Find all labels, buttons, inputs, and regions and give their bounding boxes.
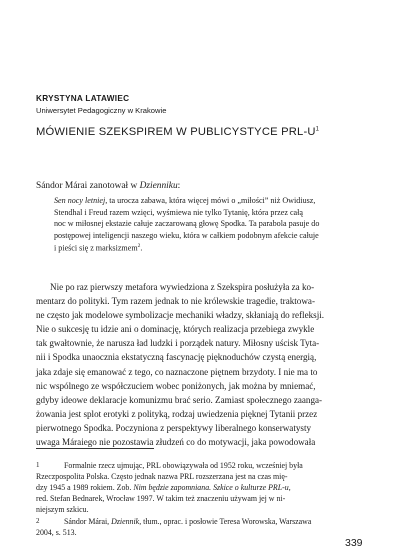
quote-line: noc w miłosnej ekstazie całuje zaczarowaną głowę Spodka. Ta parabola pasuje do (54, 219, 320, 229)
footnote-line (36, 482, 364, 493)
footnote-cited-title: Dziennik (111, 517, 140, 526)
paragraph-line: Nie po raz pierwszy metafora wywiedziona z Szekspira posłużyła za ko- (50, 282, 315, 292)
footnote-separator (36, 448, 154, 449)
footnote-number: 1 (36, 461, 40, 469)
title-footnote-marker: 1 (315, 126, 320, 133)
footnote-text (36, 516, 364, 538)
body-paragraph (36, 280, 364, 449)
footnote-cited-title: Nim będzie zapomniana. Szkice o kulturze PRL-u (133, 483, 289, 493)
quote-line (54, 241, 362, 254)
paragraph-line: mentarz do polityki. Tym razem jednak to nie królewskie tragedie, traktowa- (36, 296, 315, 307)
footnote-line: Formalnie rzecz ujmując, PRL obowiązywała od 1952 roku, wcześniej była (64, 461, 303, 470)
paragraph-line: nic wspólnego ze współczuciem wobec poniżonych, jak można by mniemać, (36, 380, 316, 391)
intro-source: Dzienniku (139, 181, 178, 191)
intro-line (36, 181, 180, 191)
footnote-line: niejszym szkicu. (36, 505, 89, 515)
footnote-number: 2 (36, 517, 40, 525)
quote-line-text: i pieści się z marksizmem (54, 244, 138, 254)
footnote-line-text: , tłum., oprac. i posłowie Teresa Worowska, Warszawa (139, 517, 312, 526)
paragraph-line: nii i Spodka unaocznia ekstatyczną fascynację pięknoduchów czystą energią, (36, 352, 317, 363)
intro-suffix: : (177, 181, 181, 191)
paragraph-line: ne często jak modelowe symbolizacje mechaniki władzy, skłaniają do refleksji. (36, 310, 325, 321)
intro-prefix: Sándor Márai zanotował w (36, 181, 140, 191)
quote-line (54, 195, 362, 207)
footnote-line: red. Stefan Bednarek, Wrocław 1997. W takim też znaczeniu używam jej w ni- (36, 494, 286, 504)
paragraph-line: uwaga Máraiego nie pozostawia złudzeń co do motywacji, jaka powodowała (36, 437, 316, 448)
quote-line-text: , ta urocza zabawa, która więcej mówi o „miłości” niż Owidiusz, (105, 196, 316, 205)
article-title-text: MÓWIENIE SZEKSPIREM W PUBLICYSTYCE PRL-U (36, 126, 316, 138)
paragraph-line: gdyby ideowe deklaracje komunizmu brać serio. Zamiast społecznego zaanga- (36, 394, 323, 405)
footnote-line-text: Sándor Márai, (64, 517, 112, 526)
article-title (36, 126, 319, 138)
quote-play-title: Sen nocy letniej (54, 196, 106, 205)
page-number: 339 (345, 537, 363, 549)
author-affiliation: Uniwersytet Pedagogiczny w Krakowie (36, 106, 167, 115)
paragraph-line: jaka zdaje się emanować z tego, co naznaczone piętnem brzydoty. I nie ma to (36, 366, 318, 377)
quote-line-end: . (140, 244, 143, 254)
footnote-line: 2004, s. 513. (36, 528, 77, 538)
footnote-line (64, 516, 364, 527)
quote-line: postępowej inteligencji naszego wieku, która w całkiem podobnym afekcie całuje (54, 230, 319, 240)
block-quote (54, 195, 362, 255)
footnote-line: Rzeczpospolita Polska. Często jednak nazwa PRL rozszerzana jest na czas mię- (36, 472, 288, 482)
author-name: KRYSTYNA LATAWIEC (36, 94, 130, 103)
paragraph-line: żowania jest splot erotyki z polityką, rodzaj uwiedzenia pięknej Tytanii przez (36, 408, 318, 419)
footnote-text (36, 460, 364, 515)
paragraph-line: tak gwałtownie, że narusza ład ludzki i porządek natury. Miłosny uścisk Tyta- (36, 338, 320, 349)
paragraph-line: pierwotnego Spodka. Poczyniona z perspektywy liberalnego konserwatysty (36, 422, 312, 433)
footnote-line-text: dzy 1945 a 1989 rokiem. Zob. (36, 483, 134, 493)
quote-footnote-marker: 2 (137, 243, 141, 250)
paragraph-line: Nie o sukcesję tu idzie ani o dominację, których realizacja przebiega zwykle (36, 324, 315, 335)
quote-line: Stendhal i Freud razem wzięci, wyśmiewa nie tylko Tytanię, która przez całą (54, 207, 303, 217)
footnote-line-text: , (288, 483, 291, 493)
